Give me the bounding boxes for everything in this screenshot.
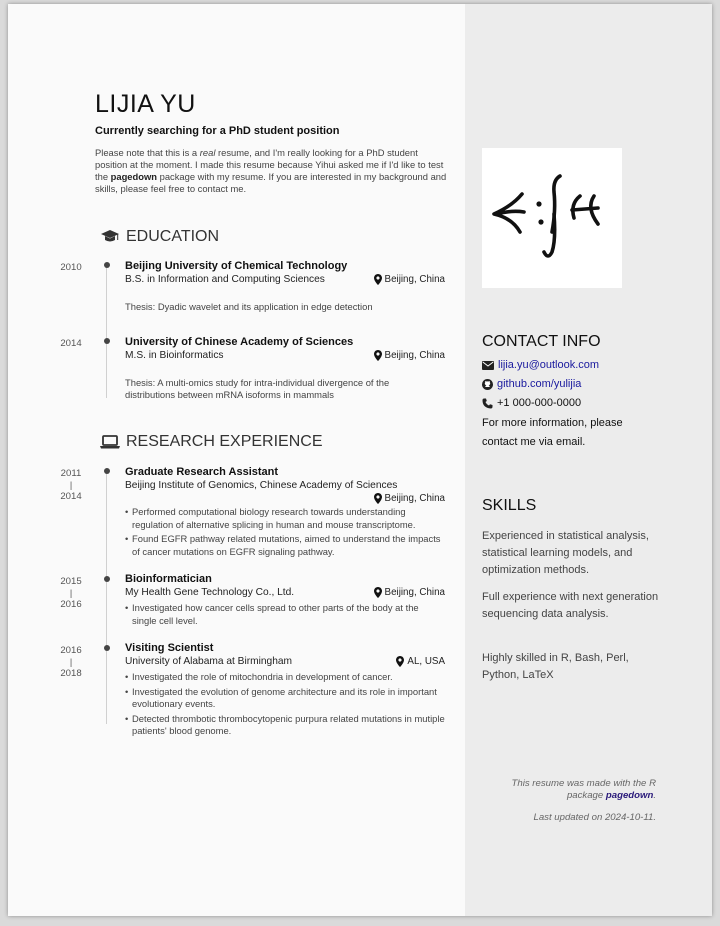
education-heading-text: EDUCATION [126, 228, 220, 245]
list-item: • Investigated the evolution of genome architecture and its role in important evolutionary events. [125, 686, 445, 711]
contact-heading: CONTACT INFO [482, 333, 601, 350]
map-pin-icon [374, 274, 382, 285]
signature-logo-image [482, 148, 622, 288]
email-line [482, 359, 599, 371]
more-info-text: For more information, please contact me via email. [482, 417, 623, 448]
timeline-dot [104, 262, 110, 268]
research-bullets-2 [125, 602, 445, 629]
map-pin-icon [396, 656, 404, 667]
skill-item: Experienced in statistical analysis, statistical learning models, and optimization methods. [482, 530, 649, 576]
research-bullets-1 [125, 506, 445, 560]
graduation-cap-icon [100, 229, 120, 245]
research-bullets-3 [125, 671, 445, 740]
research-subtitle-2: My Health Gene Technology Co., Ltd. [125, 587, 295, 598]
research-heading-text: RESEARCH EXPERIENCE [126, 433, 323, 450]
intro-paragraph: Please note that this is a real resume, and I'm really looking for a PhD student position at the moment. I made this resume because Yihui asked me if I'd like to test the pagedown package with my resume. If you are interested in my background and skills, please feel free to contact me. [95, 147, 447, 194]
research-subtitle-3: University of Alabama at Birmingham [125, 656, 293, 667]
github-icon [482, 379, 493, 390]
research-timeline [106, 468, 107, 724]
map-pin-icon [374, 350, 382, 361]
edu-description-1: Thesis: Dyadic wavelet and its application in edge detection [125, 301, 373, 312]
research-date-2: 2015 | 2016 [60, 576, 82, 610]
timeline-dot [104, 576, 110, 582]
list-item: • Found EGFR pathway related mutations, aimed to understand the impacts of cancer mutations on EGFR signaling pathway. [125, 533, 445, 558]
skill-item: Highly skilled in R, Bash, Perl, Python, LaTeX [482, 652, 629, 681]
github-link[interactable]: github.com/yulijia [497, 378, 582, 390]
research-title-3: Visiting Scientist [125, 642, 214, 654]
research-date-1: 2011 | 2014 [60, 468, 82, 502]
map-pin-icon [374, 587, 382, 598]
phone-icon [482, 398, 493, 409]
list-item: • Performed computational biology research towards understanding regulation of alternative splicing in human and mouse transcriptome. [125, 506, 445, 531]
research-heading [100, 433, 323, 451]
github-line [482, 378, 581, 390]
edu-description-2: Thesis: A multi-omics study for intra-individual divergence of the distributions between mRNA isoforms in mammals [125, 377, 390, 400]
research-date-3: 2016 | 2018 [60, 645, 82, 679]
edu-date-1: 2010 [60, 262, 82, 273]
edu-location-2: Beijing, China [374, 350, 445, 361]
skills-heading: SKILLS [482, 497, 537, 514]
resume-page [8, 4, 712, 916]
list-item: • Investigated the role of mitochondria in development of cancer. [125, 671, 445, 684]
last-updated: Last updated on 2024-10-11. [533, 812, 656, 823]
edu-title-2: University of Chinese Academy of Sciences [125, 336, 354, 348]
research-location-1: Beijing, China [374, 493, 445, 504]
research-title-1: Graduate Research Assistant [125, 466, 279, 478]
timeline-dot [104, 468, 110, 474]
phone-number: +1 000-000-0000 [497, 397, 582, 409]
map-pin-icon [374, 493, 382, 504]
skill-item: Full experience with next generation sequencing data analysis. [482, 591, 659, 620]
edu-date-2: 2014 [60, 338, 82, 349]
page-title: LIJIA YU [95, 90, 196, 118]
edu-subtitle-2: M.S. in Bioinformatics [125, 350, 224, 361]
research-subtitle-1: Beijing Institute of Genomics, Chinese Academy of Sciences [125, 480, 398, 491]
education-heading [100, 228, 219, 246]
timeline-dot [104, 645, 110, 651]
email-link[interactable]: lijia.yu@outlook.com [498, 359, 600, 371]
list-item: • Detected thrombotic thrombocytopenic purpura related mutations in mutiple patients' blood genome. [125, 713, 445, 738]
envelope-icon [482, 361, 494, 370]
edu-title-1: Beijing University of Chemical Technology [125, 260, 348, 272]
research-title-2: Bioinformatician [125, 573, 212, 585]
signature-logo [482, 148, 622, 288]
made-with-note: This resume was made with the R package pagedown. [511, 778, 656, 801]
edu-subtitle-1: B.S. in Information and Computing Sciences [125, 274, 325, 285]
research-location-2: Beijing, China [374, 587, 445, 598]
research-location-3: AL, USA [396, 656, 445, 667]
list-item: • Investigated how cancer cells spread to other parts of the body at the single cell level. [125, 602, 445, 627]
subtitle: Currently searching for a PhD student position [95, 125, 340, 137]
laptop-icon [100, 435, 120, 449]
education-timeline [106, 266, 107, 398]
timeline-dot [104, 338, 110, 344]
edu-location-1: Beijing, China [374, 274, 445, 285]
phone-line [482, 397, 581, 409]
